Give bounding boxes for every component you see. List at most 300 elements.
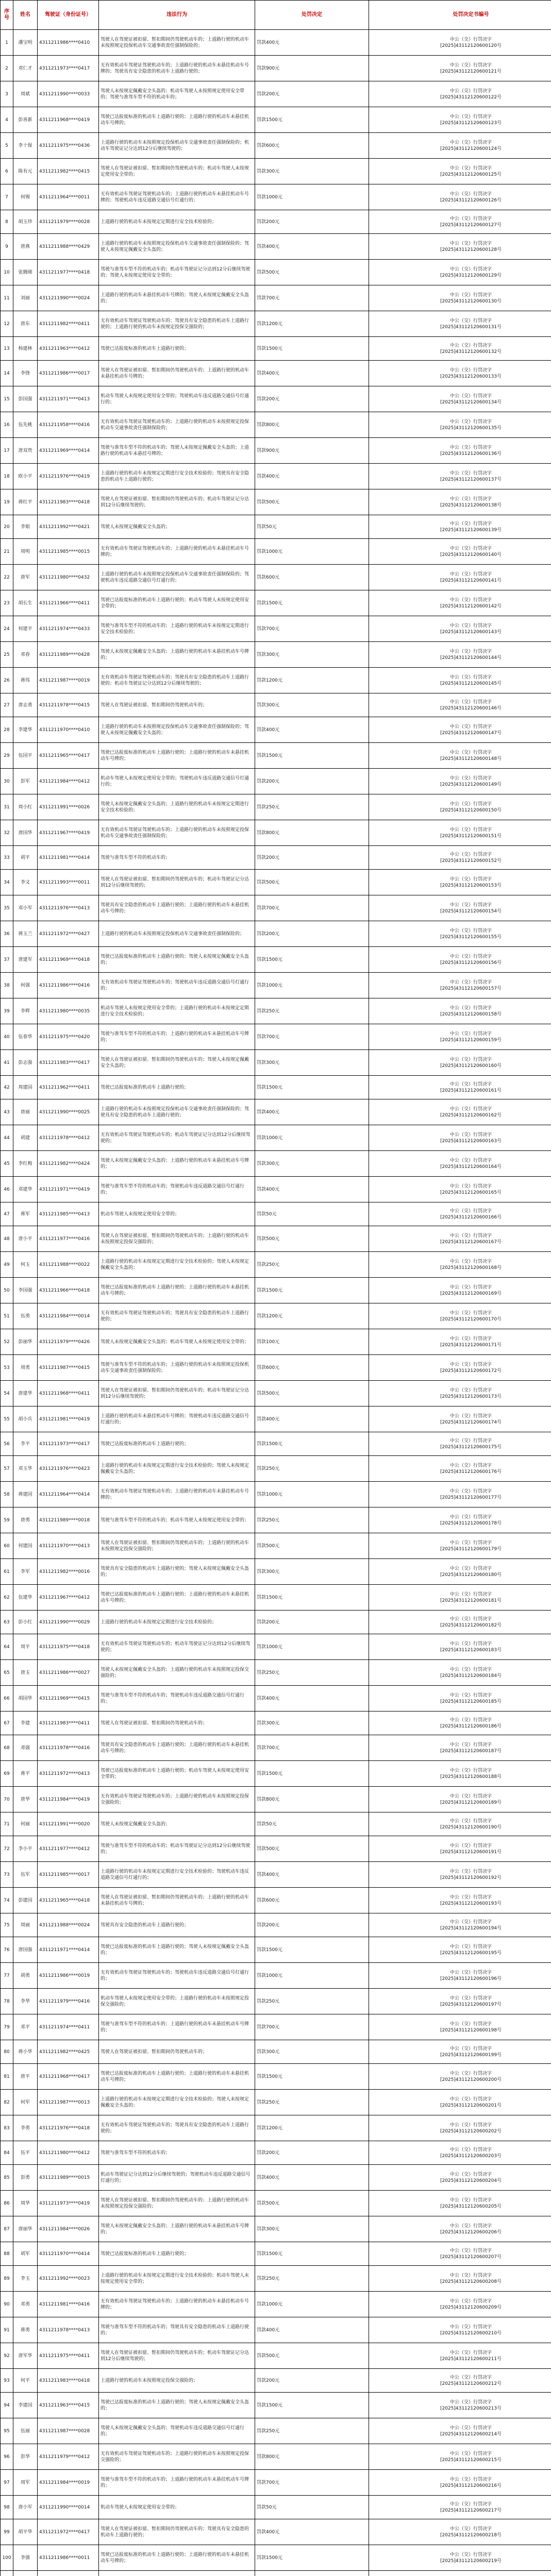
row-no: 80	[1, 2040, 13, 2064]
row-doc	[369, 1787, 551, 1812]
table-row	[1, 1456, 551, 1482]
row-fact: 无有效机动车驾驶证驾驶机动车的；上道路行驶的机动车未按照规定投保交强险的；	[99, 2444, 255, 2470]
row-doc	[369, 1989, 551, 2014]
row-no: 56	[1, 1432, 13, 1456]
row-decision: 罚款250元	[255, 1660, 369, 1686]
row-doc-line1: 中公（交）行罚决字	[449, 496, 492, 502]
row-fact: 驾驶与准驾车型不符的机动车的；上道路行驶的机动车未悬挂机动车号牌的；	[99, 1024, 255, 1050]
row-decision: 罚款1000元	[255, 184, 369, 210]
table-row	[1, 1432, 551, 1456]
row-fact: 驾驶已达报废标准的机动车上道路行驶的；上道路行驶的机动车未悬挂机动车号牌的；	[99, 1585, 255, 1611]
row-doc	[369, 846, 551, 870]
row-doc-line2: [2025]43112120600198号	[440, 2027, 502, 2033]
row-name: 周建国	[13, 1076, 38, 1099]
row-fact: 驾驶人在驾驶证被扣留、暂扣期间仍驾驶机动车的；机动车驾驶证记分达到12分后继续驾驶的；	[99, 870, 255, 895]
row-decision: 罚款1500元	[255, 2545, 369, 2571]
row-fact	[99, 2571, 255, 2576]
row-no: 4	[1, 107, 13, 133]
row-fact: 驾驶已达报废标准的机动车上道路行驶的；	[99, 1432, 255, 1456]
row-fact: 驾驶与准驾车型不符的机动车的；	[99, 846, 255, 870]
row-no: 72	[1, 1836, 13, 1862]
row-name: 李建国	[13, 2393, 38, 2418]
row-doc-line2: [2025]43112120600146号	[440, 705, 502, 711]
row-decision: 罚款200元	[255, 210, 369, 234]
row-doc	[369, 2496, 551, 2519]
table-row	[1, 1050, 551, 1076]
row-license: 4311211987****0415	[38, 1355, 99, 1381]
row-decision: 罚款1500元	[255, 947, 369, 973]
row-doc-line2: [2025]43112120600175号	[440, 1444, 502, 1450]
table-row	[1, 820, 551, 846]
row-decision: 罚款50元	[255, 515, 369, 539]
row-name: 胡建	[13, 1125, 38, 1151]
row-doc-line2: [2025]43112120600206号	[440, 2229, 502, 2235]
table-row	[1, 1202, 551, 1226]
row-doc-line1: 中公（交）行罚决字	[449, 2197, 492, 2203]
row-license: 4311211985****0015	[38, 539, 99, 565]
row-fact: 驾驶已达报废标准的机动车上道路行驶的；驾驶人未按规定佩戴安全头盔的；	[99, 2393, 255, 2418]
row-license: 4311211981****0419	[38, 1406, 99, 1432]
table-row	[1, 2090, 551, 2115]
row-license: 4311211978****0412	[38, 1125, 99, 1151]
table-row	[1, 693, 551, 717]
table-row	[1, 2040, 551, 2064]
row-decision: 罚款300元	[255, 1559, 369, 1585]
row-doc	[369, 1329, 551, 1355]
row-fact: 驾驶与准驾车型不符的机动车的；上道路行驶的机动车未按规定定期进行安全技术检验的；	[99, 616, 255, 642]
row-doc-line1: 中公（交）行罚决字	[449, 649, 492, 654]
table-row	[1, 1151, 551, 1177]
row-decision: 罚款1500元	[255, 743, 369, 769]
row-doc-line1: 中公（交）行罚决字	[449, 1793, 492, 1799]
row-doc	[369, 1761, 551, 1787]
table-row	[1, 1329, 551, 1355]
row-doc	[369, 794, 551, 820]
row-doc-line2: [2025]43112120600137号	[440, 477, 502, 482]
row-fact: 无有效机动车驾驶证驾驶机动车的；上道路行驶的机动车未按照规定投保交强险的；	[99, 1787, 255, 1812]
row-doc	[369, 1355, 551, 1381]
row-doc-line2: [2025]43112120600126号	[440, 197, 502, 203]
row-no: 17	[1, 438, 13, 464]
row-doc-line1: 中公（交）行罚决字	[449, 1362, 492, 1367]
table-row	[1, 973, 551, 998]
row-name: 刘丽	[13, 285, 38, 311]
row-no: 48	[1, 1226, 13, 1252]
row-license: 4311211973****0417	[38, 1432, 99, 1456]
row-doc-line1: 中公（交）行罚决字	[449, 1284, 492, 1290]
row-doc-line2: [2025]43112120600162号	[440, 1112, 502, 1118]
row-license: 4311211990****0014	[38, 2496, 99, 2519]
row-doc-line1: 中公（交）行罚决字	[449, 2399, 492, 2405]
row-doc	[369, 1888, 551, 1913]
row-fact: 上道路行驶的机动车未按照规定投保机动车交通事故责任强制保险的；驾驶具有安全隐患的机动车上道路行驶的；	[99, 1099, 255, 1125]
row-decision: 罚款200元	[255, 846, 369, 870]
table-row	[1, 668, 551, 693]
row-doc-line2: [2025]43112120600130号	[440, 298, 502, 304]
row-doc	[369, 1406, 551, 1432]
row-name: 何军	[13, 2090, 38, 2115]
row-doc-line1: 中公（交）行罚决字	[449, 1692, 492, 1698]
row-doc-line2: [2025]43112120600186号	[440, 1723, 502, 1729]
row-no: 15	[1, 386, 13, 412]
row-doc	[369, 489, 551, 515]
row-name: 伍先桃	[13, 412, 38, 438]
table-row	[1, 2470, 551, 2496]
row-no: 93	[1, 2369, 13, 2393]
row-doc-line1: 中公（交）行罚决字	[449, 724, 492, 730]
row-doc-line2: [2025]43112120600140号	[440, 552, 502, 557]
row-doc-line2: [2025]43112120600202号	[440, 2128, 502, 2134]
row-name: 邓建华	[13, 1177, 38, 1202]
row-no: 2	[1, 56, 13, 81]
row-decision: 罚款1500元	[255, 2393, 369, 2418]
row-no: 41	[1, 1050, 13, 1076]
row-doc-line1: 中公（交）行罚决字	[449, 2451, 492, 2456]
row-no: 77	[1, 1963, 13, 1989]
row-no: 25	[1, 642, 13, 668]
row-doc-line1: 中公（交）行罚决字	[449, 571, 492, 577]
row-license: 4311211976****0419	[38, 464, 99, 489]
row-license: 4311211970****0410	[38, 717, 99, 743]
row-fact: 驾驶已达报废标准的机动车上道路行驶的；机动车驾驶人未按规定使用安全带的；	[99, 1761, 255, 1787]
row-decision: 罚款800元	[255, 820, 369, 846]
table-row	[1, 2444, 551, 2470]
row-no: 90	[1, 2292, 13, 2317]
row-fact: 驾驶已达报废标准的机动车上道路行驶的；	[99, 2242, 255, 2266]
table-row	[1, 2317, 551, 2343]
row-doc-line2: [2025]43112120600184号	[440, 1673, 502, 1679]
row-doc-line2: [2025]43112120600159号	[440, 1037, 502, 1043]
row-name: 李娟	[13, 515, 38, 539]
row-doc-line1: 中公（交）行罚决字	[449, 1488, 492, 1494]
row-license: 4311211978****0416	[38, 1735, 99, 1761]
row-doc	[369, 1937, 551, 1963]
row-doc	[369, 2470, 551, 2496]
row-name: 何强	[13, 973, 38, 998]
row-doc-line1: 中公（交）行罚决字	[449, 1208, 492, 1214]
row-doc-line1: 中公（交）行罚决字	[449, 2375, 492, 2380]
row-no: 20	[1, 515, 13, 539]
row-doc	[369, 1735, 551, 1761]
row-doc-line1: 中公（交）行罚决字	[449, 2147, 492, 2153]
row-decision: 罚款200元	[255, 2369, 369, 2393]
row-doc	[369, 1711, 551, 1735]
row-name: 胡小兵	[13, 1406, 38, 1432]
row-decision: 罚款400元	[255, 2519, 369, 2545]
row-decision: 罚款300元	[255, 1151, 369, 1177]
row-no: 67	[1, 1711, 13, 1735]
row-license: 4311211986****0410	[38, 30, 99, 56]
row-decision: 罚款1500元	[255, 1585, 369, 1611]
row-no: 19	[1, 489, 13, 515]
row-no: 99	[1, 2519, 13, 2545]
row-doc-line2: [2025]43112120600165号	[440, 1190, 502, 1195]
row-decision: 罚款1000元	[255, 1125, 369, 1151]
row-license: 4311211990****0024	[38, 285, 99, 311]
row-license: 4311211972****0417	[38, 2519, 99, 2545]
table-row	[1, 1989, 551, 2014]
row-doc-line2: [2025]43112120600189号	[440, 1800, 502, 1805]
row-doc	[369, 2064, 551, 2090]
row-fact: 驾驶人在驾驶证被扣留、暂扣期间仍驾驶机动车的；机动车驾驶证记分达到12分后继续驾驶的；	[99, 2343, 255, 2369]
row-fact: 机动车驾驶人未按规定使用安全带的；上道路行驶的机动车未按照规定投保交强险的；	[99, 1989, 255, 2014]
row-doc	[369, 1634, 551, 1660]
row-license: 4311211988****0022	[38, 1252, 99, 1278]
row-decision: 罚款200元	[255, 386, 369, 412]
row-doc-line1: 中公（交）行罚决字	[449, 2122, 492, 2128]
row-name: 伍丽	[13, 2418, 38, 2444]
row-doc-line1: 中公（交）行罚决字	[449, 62, 492, 68]
row-decision: 罚款300元	[255, 1711, 369, 1735]
row-doc	[369, 2571, 551, 2576]
row-doc-line2: [2025]43112120600136号	[440, 451, 502, 456]
row-doc-line2: [2025]43112120600135号	[440, 425, 502, 431]
table-row	[1, 412, 551, 438]
row-license: 4311211985****0017	[38, 1862, 99, 1888]
row-name: 彭勇	[13, 2165, 38, 2191]
table-row	[1, 1177, 551, 1202]
row-decision: 罚款900元	[255, 56, 369, 81]
row-decision: 罚款1500元	[255, 1278, 369, 1303]
row-license: 4311211993****0011	[38, 870, 99, 895]
row-decision: 罚款400元	[255, 30, 369, 56]
row-name: 唐华	[13, 1787, 38, 1812]
row-fact: 驾驶人未按规定佩戴安全头盔的；机动车驾驶人未按照规定使用安全带的；驾驶与准驾车型不符的机动车的；	[99, 81, 255, 107]
row-doc	[369, 2369, 551, 2393]
row-decision: 罚款700元	[255, 285, 369, 311]
row-doc	[369, 895, 551, 921]
row-name: 张腾刚	[13, 260, 38, 285]
row-doc-line1: 中公（交）行罚决字	[449, 1717, 492, 1723]
table-row	[1, 1862, 551, 1888]
row-doc-line1: 中公（交）行罚决字	[449, 1616, 492, 1622]
table-row	[1, 1252, 551, 1278]
row-license: 4311211966****0411	[38, 590, 99, 616]
row-name: 伍平	[13, 2141, 38, 2165]
row-no: 85	[1, 2165, 13, 2191]
row-doc-line2: [2025]43112120600145号	[440, 681, 502, 686]
row-fact: 驾驶人未按规定佩戴安全头盔的；上道路行驶的机动车未按规定定期进行安全技术检验的；	[99, 794, 255, 820]
row-license: 4311211972****0427	[38, 921, 99, 947]
row-decision: 罚款500元	[255, 1226, 369, 1252]
row-doc-line1: 中公（交）行罚决字	[449, 2273, 492, 2278]
row-license: 4311211975****0418	[38, 1634, 99, 1660]
row-license: 4311211974****0433	[38, 616, 99, 642]
row-no: 63	[1, 1611, 13, 1634]
row-decision: 罚款900元	[255, 438, 369, 464]
row-license: 4311211982****0415	[38, 159, 99, 184]
row-decision: 罚款600元	[255, 1888, 369, 1913]
row-no: 79	[1, 2014, 13, 2040]
row-name: 蒋军	[13, 1202, 38, 1226]
row-doc-line2: [2025]43112120600176号	[440, 1469, 502, 1475]
row-name: 伍军	[13, 1862, 38, 1888]
row-doc	[369, 2519, 551, 2545]
row-doc-line1: 中公（交）行罚决字	[449, 1566, 492, 1571]
table-row	[1, 1735, 551, 1761]
row-doc	[369, 1125, 551, 1151]
table-row	[1, 794, 551, 820]
row-doc	[369, 2444, 551, 2470]
row-doc	[369, 515, 551, 539]
row-doc	[369, 1278, 551, 1303]
row-name: 彭丽华	[13, 1329, 38, 1355]
table-body	[1, 30, 551, 2576]
table-row	[1, 642, 551, 668]
row-doc-line2: [2025]43112120600163号	[440, 1138, 502, 1144]
row-doc-line2: [2025]43112120600178号	[440, 1520, 502, 1526]
row-doc	[369, 2216, 551, 2242]
row-doc-line1: 中公（交）行罚决字	[449, 470, 492, 476]
row-decision: 罚款250元	[255, 1507, 369, 1533]
row-doc-line2: [2025]43112120600180号	[440, 1572, 502, 1578]
row-doc	[369, 30, 551, 56]
row-name: 李红梅	[13, 1151, 38, 1177]
row-decision: 罚款300元	[255, 642, 369, 668]
table-row	[1, 590, 551, 616]
row-name: 唐小军	[13, 2496, 38, 2519]
row-doc-line1: 中公（交）行罚决字	[449, 2425, 492, 2431]
row-fact: 无有效机动车驾驶证驾驶机动车的；驾驶具有安全隐患的机动车上道路行驶的；	[99, 1303, 255, 1329]
row-doc	[369, 539, 551, 565]
row-doc-line2: [2025]43112120600164号	[440, 1164, 502, 1170]
row-license: 4311211977****0416	[38, 1226, 99, 1252]
row-no: 76	[1, 1937, 13, 1963]
row-fact: 上道路行驶的机动车未悬挂机动车号牌的；驾驶机动车违反道路交通信号灯通行的；	[99, 1406, 255, 1432]
table-row	[1, 1660, 551, 1686]
row-doc-line2: [2025]43112120600151号	[440, 833, 502, 839]
row-decision: 罚款1000元	[255, 1482, 369, 1507]
row-doc-line1: 中公（交）行罚决字	[449, 1591, 492, 1597]
table-row	[1, 1381, 551, 1406]
row-doc-line1: 中公（交）行罚决字	[449, 266, 492, 272]
row-name: 伍建华	[13, 1585, 38, 1611]
row-name: 李军	[13, 1559, 38, 1585]
row-license: 4311211975****0411	[38, 2343, 99, 2369]
row-fact: 驾驶人未按规定佩戴安全头盔的；	[99, 1812, 255, 1836]
row-fact: 驾驶人未按规定佩戴安全头盔的；上道路行驶的机动车未悬挂机动车号牌的；	[99, 1151, 255, 1177]
row-name: 李文	[13, 870, 38, 895]
table-row	[1, 2571, 551, 2576]
row-fact: 驾驶人未按规定佩戴安全头盔的；驾驶机动车违反道路交通信号灯通行的；	[99, 2418, 255, 2444]
table-row	[1, 1963, 551, 1989]
table-row	[1, 921, 551, 947]
row-decision: 罚款1200元	[255, 311, 369, 337]
row-fact: 上道路行驶的机动车未按照规定投保交强险的；	[99, 2369, 255, 2393]
row-fact: 驾驶已达报废标准的机动车上道路行驶的；上道路行驶的机动车未悬挂机动车号牌的；	[99, 107, 255, 133]
table-row	[1, 133, 551, 159]
row-no: 50	[1, 1278, 13, 1303]
row-name: 伍勇	[13, 1303, 38, 1329]
row-decision: 罚款800元	[255, 412, 369, 438]
row-no: 44	[1, 1125, 13, 1151]
row-decision: 罚款250元	[255, 1252, 369, 1278]
row-fact: 驾驶已达报废标准的机动车上道路行驶的；驾驶人未按规定佩戴安全头盔的；	[99, 1937, 255, 1963]
row-license: 4311211969****0415	[38, 1686, 99, 1711]
row-fact: 驾驶人在驾驶证被扣留、暂扣期间仍驾驶机动车的；上道路行驶的机动车未悬挂机动车号牌的；	[99, 1888, 255, 1913]
row-no: 68	[1, 1735, 13, 1761]
row-fact: 驾驶与准驾车型不符的机动车的；机动车驾驶证记分达到12分后继续驾驶的；	[99, 1836, 255, 1862]
row-fact: 驾驶与准驾车型不符的机动车的；驾驶具有安全隐患的机动车上道路行驶的；	[99, 2317, 255, 2343]
row-name: 李十保	[13, 133, 38, 159]
row-doc	[369, 2090, 551, 2115]
row-fact: 驾驶人在驾驶证被扣留、暂扣期间仍驾驶机动车的；	[99, 1711, 255, 1735]
row-no: 98	[1, 2496, 13, 2519]
table-row	[1, 2064, 551, 2090]
row-doc-line1: 中公（交）行罚决字	[449, 2552, 492, 2557]
row-doc	[369, 361, 551, 386]
row-name: 蒋平	[13, 1761, 38, 1787]
row-doc-line1: 中公（交）行罚决字	[449, 928, 492, 934]
row-decision: 罚款400元	[255, 2317, 369, 2343]
row-doc	[369, 1303, 551, 1329]
row-license: 4311211979****0028	[38, 210, 99, 234]
row-name: 周丽	[13, 1913, 38, 1937]
row-doc-line1: 中公（交）行罚决字	[449, 2248, 492, 2253]
table-row	[1, 2545, 551, 2571]
row-name: 何玉	[13, 1252, 38, 1278]
row-license: 4311211983****0418	[38, 2369, 99, 2393]
row-decision: 罚款500元	[255, 2343, 369, 2369]
table-row	[1, 1507, 551, 1533]
row-doc	[369, 693, 551, 717]
row-no: 94	[1, 2393, 13, 2418]
row-name: 唐志勇	[13, 693, 38, 717]
row-no: 35	[1, 895, 13, 921]
row-decision: 罚款300元	[255, 693, 369, 717]
row-license: 4311211958****0416	[38, 412, 99, 438]
row-doc	[369, 1559, 551, 1585]
row-fact: 驾驶具有安全隐患的机动车上道路行驶的；上道路行驶的机动车未悬挂机动车号牌的；	[99, 895, 255, 921]
row-doc-line1: 中公（交）行罚决字	[449, 1158, 492, 1163]
row-name: 彭军	[13, 769, 38, 794]
row-decision: 罚款50元	[255, 1812, 369, 1836]
row-decision: 罚款1000元	[255, 973, 369, 998]
row-fact: 驾驶人在驾驶证被扣留、暂扣期间仍驾驶机动车的；驾驶具有安全隐患的机动车上道路行驶的；	[99, 2519, 255, 2545]
table-row	[1, 2216, 551, 2242]
row-doc	[369, 1202, 551, 1226]
row-no: 53	[1, 1355, 13, 1381]
row-license: 4311211982****0424	[38, 1151, 99, 1177]
row-license: 4311211972****0413	[38, 1761, 99, 1787]
row-doc	[369, 107, 551, 133]
row-license: 4311211990****0025	[38, 1099, 99, 1125]
row-doc	[369, 668, 551, 693]
row-name: 伍国平	[13, 743, 38, 769]
row-decision: 罚款800元	[255, 1787, 369, 1812]
row-license: 4311211966****0418	[38, 1278, 99, 1303]
row-license: 4311211987****0028	[38, 2418, 99, 2444]
row-name: 蒋玉兰	[13, 921, 38, 947]
row-no: 39	[1, 998, 13, 1024]
row-name: 邓仁才	[13, 56, 38, 81]
row-doc-line2: [2025]43112120600139号	[440, 527, 502, 533]
row-doc-line1: 中公（交）行罚决字	[449, 1894, 492, 1900]
row-doc-line1: 中公（交）行罚决字	[449, 419, 492, 425]
table-row	[1, 1761, 551, 1787]
table-row	[1, 1812, 551, 1836]
row-decision: 罚款300元	[255, 159, 369, 184]
row-doc-line1: 中公（交）行罚决字	[449, 2350, 492, 2355]
row-name: 彭喜新	[13, 107, 38, 133]
row-no: 51	[1, 1303, 13, 1329]
row-no: 14	[1, 361, 13, 386]
row-no: 73	[1, 1862, 13, 1888]
table-row	[1, 743, 551, 769]
row-doc-line2: [2025]43112120600152号	[440, 858, 502, 863]
row-doc-line2: [2025]43112120600174号	[440, 1419, 502, 1425]
row-doc	[369, 616, 551, 642]
